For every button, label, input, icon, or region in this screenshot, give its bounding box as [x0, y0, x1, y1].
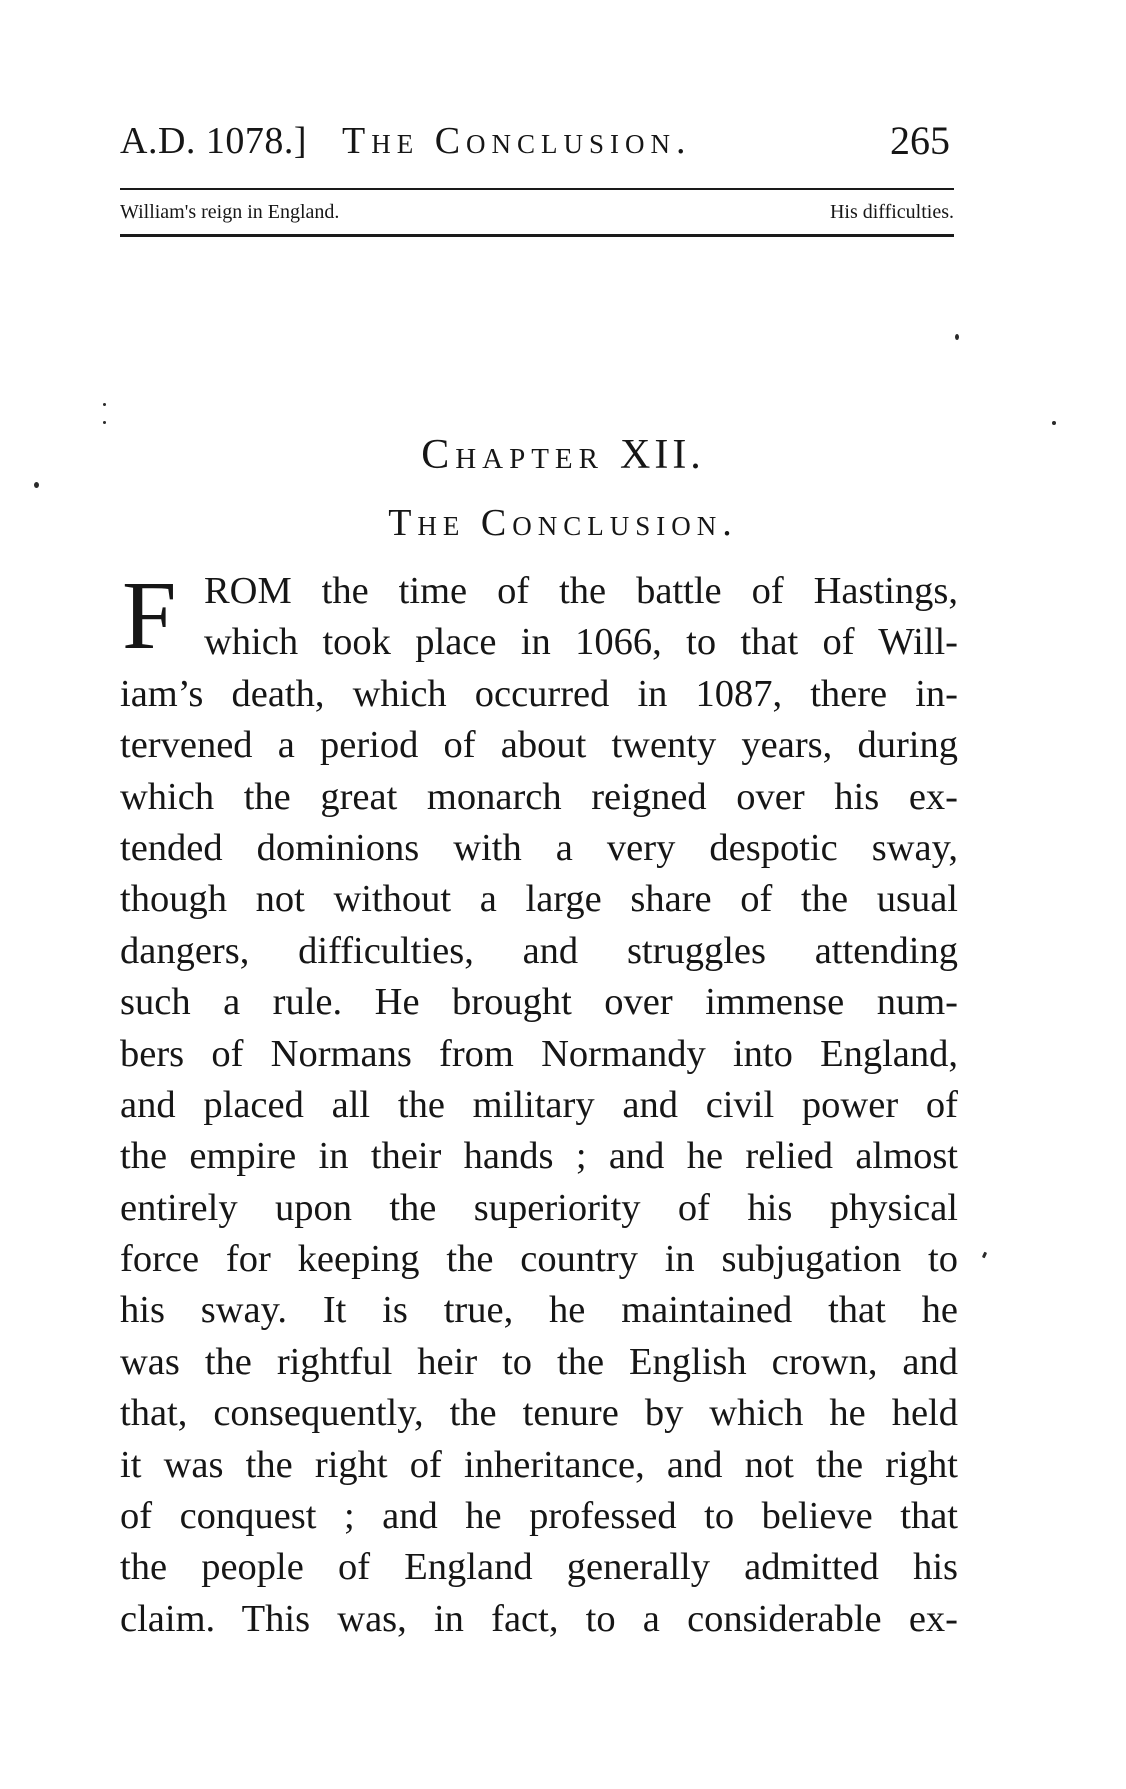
text-line: the people of England generally admitted his — [120, 1546, 958, 1589]
subheading-left: William's reign in England. — [120, 201, 340, 223]
text-line: bers of Normans from Normandy into England, — [120, 1032, 958, 1075]
chapter-number: XII. — [620, 432, 705, 478]
running-head-title: The Conclusion. — [342, 120, 692, 162]
text-line: of conquest ; and he professed to believe that — [120, 1495, 958, 1538]
subheading-right: His difficulties. — [829, 201, 954, 223]
text-line: which the great monarch reigned over his ex- — [120, 775, 958, 818]
text-line: entirely upon the superiority of his physical — [120, 1186, 958, 1229]
text-line: though not without a large share of the usual — [120, 878, 958, 921]
text-line: dangers, difficulties, and struggles attending — [120, 929, 958, 972]
text-line: was the rightful heir to the English crown, and — [120, 1340, 958, 1383]
running-head-date: A.D. 1078.] — [120, 120, 308, 162]
text-line: that, consequently, the tenure by which he held — [120, 1392, 958, 1435]
chapter-heading — [0, 425, 1126, 485]
scan-speck — [1052, 421, 1056, 425]
text-line: tervened a period of about twenty years, during — [120, 724, 958, 767]
text-line: and placed all the military and civil power of — [120, 1083, 958, 1126]
text-line: his sway. It is true, he maintained that he — [120, 1289, 958, 1332]
text-line: such a rule. He brought over immense num- — [120, 981, 958, 1024]
text-line: it was the right of inheritance, and not the right — [120, 1443, 958, 1486]
scan-speck — [34, 482, 39, 488]
scan-speck — [982, 1252, 987, 1259]
scan-speck — [103, 421, 106, 424]
drop-cap: F — [122, 562, 177, 670]
text-line: iam’s death, which occurred in 1087, there in- — [120, 672, 958, 715]
text-line: tended dominions with a very despotic sway, — [120, 826, 958, 869]
text-line: ROM the time of the battle of Hastings, — [204, 570, 958, 612]
header-rule-bottom — [120, 234, 954, 237]
chapter-label: Chapter — [421, 432, 604, 478]
body-text — [120, 562, 958, 1645]
scan-speck — [103, 403, 106, 406]
text-line: the empire in their hands ; and he relied almost — [120, 1135, 958, 1178]
text-line: which took place in 1066, to that of Will- — [204, 621, 958, 664]
page-number: 265 — [890, 118, 950, 163]
marginal-subheading — [120, 192, 954, 232]
header-rule-top — [120, 188, 954, 190]
scan-speck — [955, 334, 959, 340]
text-line: claim. This was, in fact, to a considerable ex- — [120, 1597, 958, 1640]
running-head — [120, 116, 954, 166]
chapter-title: The Conclusion. — [388, 502, 738, 544]
text-line: force for keeping the country in subjugation to — [120, 1238, 958, 1281]
